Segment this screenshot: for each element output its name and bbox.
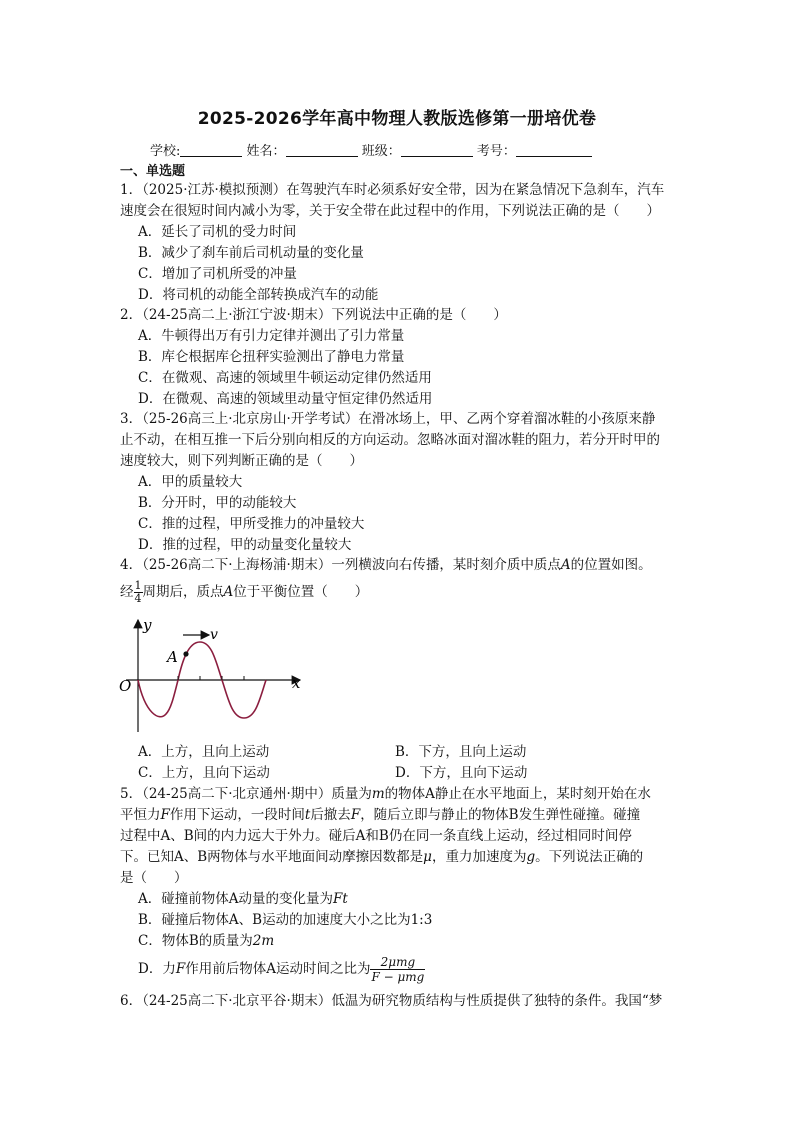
- school-label: 学校:: [150, 144, 181, 159]
- section-heading: 一、单选题: [120, 164, 186, 179]
- q4-option-c: C．上方，且向下运动: [138, 765, 270, 781]
- q5-option-d-text2: 作用前后物体A运动时间之比为: [185, 961, 371, 977]
- q5-option-c-text: C．物体B的质量为: [138, 933, 253, 949]
- q4-text-2c: 位于平衡位置（ ）: [233, 584, 369, 600]
- q5-stem-line1: [120, 784, 651, 804]
- q1-option-a: A．延长了司机的受力时间: [138, 224, 297, 240]
- q3-stem-line3: 速度较大，则下列判断正确的是（ ）: [120, 453, 363, 469]
- q2-option-b: B．库仑根据库仑扭秤实验测出了静电力常量: [138, 349, 405, 365]
- q5-force-symbol: F: [160, 807, 170, 823]
- number-blank[interactable]: [516, 143, 592, 157]
- student-info-line: [150, 140, 592, 159]
- q5-option-d-fraction: [370, 955, 425, 984]
- class-blank[interactable]: [401, 143, 473, 157]
- q5-stem-line2: [120, 805, 640, 825]
- q4-text-2a: 经: [120, 584, 134, 600]
- q5-option-d: [138, 952, 425, 986]
- q5-force-symbol-2: F: [350, 807, 361, 823]
- q4-point-a-2: A: [223, 584, 234, 600]
- wave-figure: [112, 614, 312, 740]
- name-label: 姓名：: [246, 144, 286, 159]
- q4-stem-line2: [120, 580, 368, 605]
- q3-stem-line1: 3．（25-26高三上·北京房山·开学考试）在滑冰场上，甲、乙两个穿着溜冰鞋的小孩原来静: [120, 411, 656, 427]
- frac-den: 4: [134, 592, 142, 605]
- q5-option-a-text: A．碰撞前物体A动量的变化量为: [138, 891, 333, 907]
- q5-option-a: [138, 889, 348, 909]
- q5-text-2a: 平恒力: [120, 807, 161, 823]
- q5-option-a-math: Ft: [333, 891, 348, 907]
- q5-option-c: [138, 931, 274, 951]
- q5-text-1b: 的物体A静止在水平地面上，某时刻开始在水: [384, 786, 651, 802]
- q5-text-2b: 作用下运动，一段时间: [169, 807, 305, 823]
- frac-num: 1: [134, 579, 142, 592]
- q4-option-d: D．下方，且向下运动: [395, 765, 528, 781]
- q5-stem-line5: 是（ ）: [120, 870, 188, 886]
- quarter-fraction: [134, 580, 143, 605]
- q5-mass-symbol: m: [371, 786, 385, 802]
- q5-text-1a: 5．（24-25高二下·北京通州·期中）质量为: [120, 786, 372, 802]
- q1-option-d: D．将司机的动能全部转换成汽车的动能: [138, 287, 379, 303]
- q4-option-b: B．下方，且向上运动: [395, 744, 527, 760]
- class-label: 班级：: [361, 144, 401, 159]
- school-blank[interactable]: [180, 143, 242, 157]
- q3-option-b: B．分开时，甲的动能较大: [138, 495, 297, 511]
- q3-option-a: A．甲的质量较大: [138, 474, 243, 490]
- number-label: 考号：: [476, 144, 516, 159]
- q4-point-a: A: [560, 557, 571, 573]
- q3-option-c: C．推的过程，甲所受推力的冲量较大: [138, 516, 365, 532]
- q5-stem-line4: [120, 847, 643, 867]
- q5-frac-den: F − μmg: [371, 970, 425, 984]
- q5-mu-symbol: μ: [423, 849, 432, 865]
- q2-option-a: A．牛顿得出万有引力定律并测出了引力常量: [138, 328, 405, 344]
- q5-text-4a: 下。已知A、B两物体与水平地面间动摩擦因数都是: [120, 849, 424, 865]
- q5-text-2c: 后撤去: [310, 807, 351, 823]
- q2-option-d: D．在微观、高速的领域里动量守恒定律仍然适用: [138, 391, 433, 407]
- q1-stem-line1: 1．（2025·江苏·模拟预测）在驾驶汽车时必须系好安全带，因为在紧急情况下急刹车，汽车: [120, 182, 665, 198]
- x-axis-label: x: [292, 674, 301, 692]
- point-a-marker: [183, 651, 188, 656]
- velocity-label: v: [210, 627, 218, 643]
- q1-option-c: C．增加了司机所受的冲量: [138, 266, 297, 282]
- q5-stem-line3: 过程中A、B间的内力远大于外力。碰后A和B仍在同一条直线上运动，经过相同时间停: [120, 828, 632, 844]
- q3-stem-line2: 止不动，在相互推一下后分别向相反的方向运动。忽略冰面对溜冰鞋的阻力，若分开时甲的: [120, 432, 660, 448]
- q5-option-d-text1: D．力: [138, 961, 176, 977]
- q5-text-4c: 。下列说法正确的: [535, 849, 644, 865]
- q5-text-4b: ，重力加速度为: [431, 849, 527, 865]
- q5-time-symbol: t: [304, 807, 311, 823]
- q4-text-1b: 的位置如图。: [570, 557, 652, 573]
- y-axis-label: y: [143, 616, 152, 634]
- q5-option-d-force: F: [175, 961, 186, 977]
- name-blank[interactable]: [286, 143, 358, 157]
- q4-text-1a: 4．（25-26高二下·上海杨浦·期末）一列横波向右传播，某时刻介质中质点: [120, 557, 561, 573]
- q2-option-c: C．在微观、高速的领域里牛顿运动定律仍然适用: [138, 370, 432, 386]
- q2-stem-line1: 2．（24-25高二上·浙江宁波·期末）下列说法中正确的是（ ）: [120, 307, 507, 323]
- q4-stem-line1: [120, 555, 652, 575]
- q3-option-d: D．推的过程，甲的动量变化量较大: [138, 537, 352, 553]
- q5-frac-num: 2μmg: [370, 955, 425, 970]
- q5-option-c-math: 2m: [252, 933, 275, 949]
- q4-option-a: A．上方，且向上运动: [138, 744, 270, 760]
- q4-text-2b: 周期后，质点: [142, 584, 224, 600]
- origin-label: O: [119, 677, 132, 695]
- q6-stem-line1: 6．（24-25高二下·北京平谷·期末）低温为研究物质结构与性质提供了独特的条件。我国“梦: [120, 993, 663, 1009]
- q5-option-b: B．碰撞后物体A、B运动的加速度大小之比为1:3: [138, 912, 433, 928]
- q1-stem-line2: 速度会在很短时间内减小为零，关于安全带在此过程中的作用，下列说法正确的是（ ）: [120, 203, 660, 219]
- exam-title: 2025-2026学年高中物理人教版选修第一册培优卷: [197, 109, 597, 129]
- point-a-label: A: [167, 648, 178, 666]
- q1-option-b: B．减少了刹车前后司机动量的变化量: [138, 245, 364, 261]
- q5-g-symbol: g: [526, 849, 536, 865]
- q5-text-2d: ，随后立即与静止的物体B发生弹性碰撞。碰撞: [360, 807, 641, 823]
